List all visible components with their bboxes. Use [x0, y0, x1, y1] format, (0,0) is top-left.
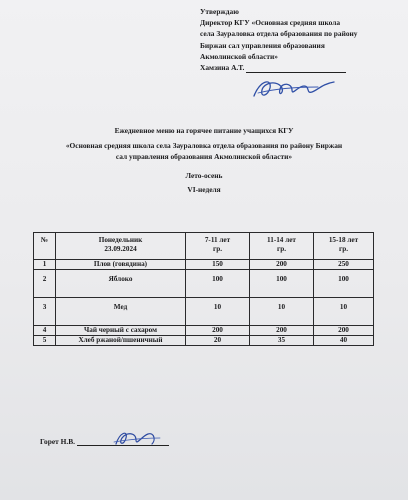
- signature-line: [246, 64, 346, 73]
- header-num: №: [34, 233, 56, 260]
- approval-line: Утверждаю: [200, 7, 239, 16]
- table-row: 2 Яблоко 100 100 100: [34, 270, 374, 298]
- approval-block: [200, 6, 358, 73]
- menu-table: [33, 232, 374, 346]
- signer-name: Хамзина А.Т.: [200, 63, 245, 73]
- director-signature: [248, 74, 338, 104]
- title-line: Ежедневное меню на горячее питание учащихся КГУ: [114, 126, 294, 135]
- table-row: 1 Плов (говядина) 150 200 250: [34, 260, 374, 270]
- week-label: VI-неделя: [187, 185, 221, 194]
- title-line: «Основная средняя школа села Заураловка отдела образования по району Биржан: [65, 141, 343, 150]
- table-header-row: [34, 233, 374, 260]
- approval-line: Акмолинской области»: [200, 51, 278, 61]
- table-row: 4 Чай черный с сахаром 200 200 200: [34, 326, 374, 336]
- table-row: 3 Мед 10 10 10: [34, 298, 374, 326]
- header-age-7-11: 7-11 лет гр.: [186, 233, 250, 260]
- table-row: 5 Хлеб ржаной/пшеничный 20 35 40: [34, 336, 374, 346]
- footer-name: Горет Н.В.: [40, 437, 75, 446]
- menu-title: [0, 125, 408, 136]
- header-age-15-18: 15-18 лет гр.: [314, 233, 374, 260]
- school-name: [0, 140, 408, 162]
- header-day: Понедельник 23.09.2024: [56, 233, 186, 260]
- approval-line: села Заураловка отдела образования по району: [200, 29, 358, 39]
- footer-signature: [112, 426, 162, 452]
- title-line: сал управления образования Акмолинской области»: [115, 152, 293, 161]
- approval-line: Директор КГУ «Основная средняя школа: [200, 18, 341, 28]
- season-label: Лето-осень: [185, 171, 223, 180]
- header-age-11-14: 11-14 лет гр.: [250, 233, 314, 260]
- approval-line: Биржан сал управления образования: [200, 40, 325, 50]
- signer-row: [200, 62, 358, 73]
